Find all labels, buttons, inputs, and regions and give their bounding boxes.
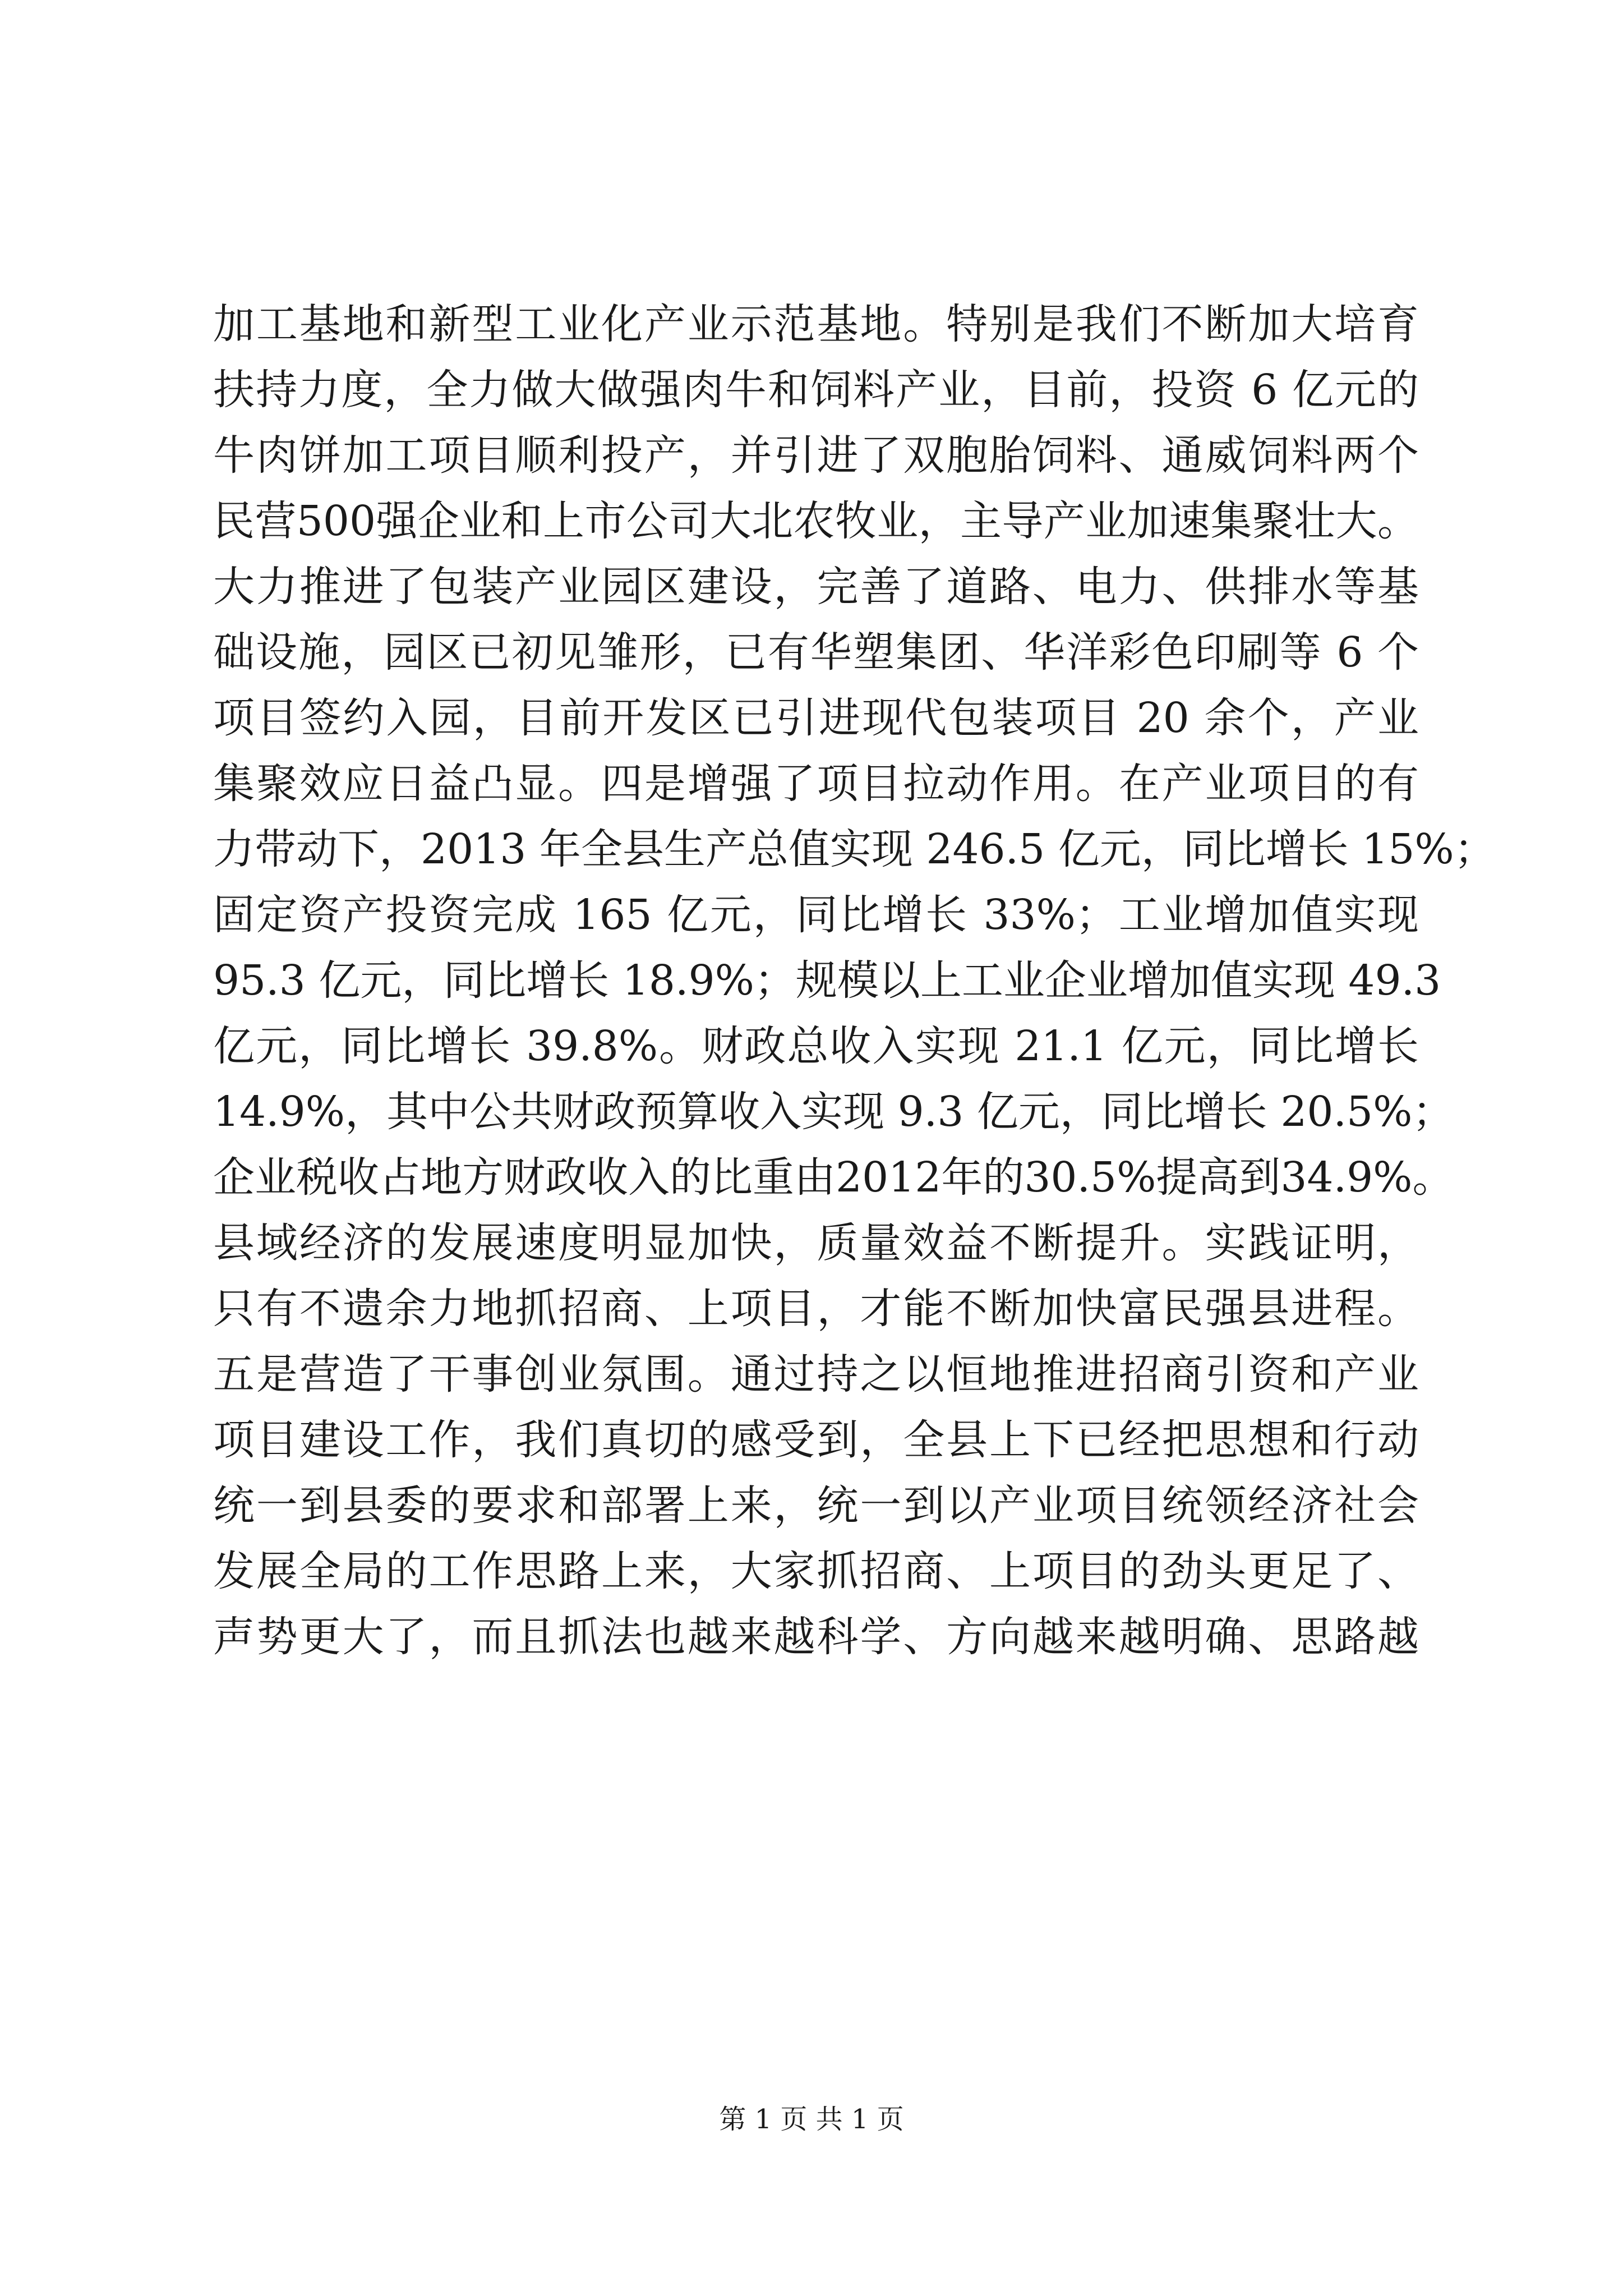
text-line: 集聚效应日益凸显。四是增强了项目拉动作用。在产业项目的有 bbox=[213, 760, 1419, 808]
body-text bbox=[213, 292, 1496, 1670]
text-line: 力带动下，2013 年全县生产总值实现 246.5 亿元，同比增长 15%； bbox=[213, 825, 1496, 873]
text-line: 只有不遗余力地抓招商、上项目，才能不断加快富民强县进程。 bbox=[213, 1285, 1419, 1333]
text-line: 企业税收占地方财政收入的比重由2012年的30.5%提高到34.9%。 bbox=[213, 1153, 1454, 1202]
text-line: 14.9%，其中公共财政预算收入实现 9.3 亿元，同比增长 20.5%； bbox=[213, 1088, 1454, 1136]
page-footer: 第 1 页 共 1 页 bbox=[719, 2104, 904, 2135]
text-line: 牛肉饼加工项目顺利投产，并引进了双胞胎饲料、通威饲料两个 bbox=[213, 431, 1419, 480]
text-line: 大力推进了包装产业园区建设，完善了道路、电力、供排水等基 bbox=[213, 563, 1419, 611]
text-line: 五是营造了干事创业氛围。通过持之以恒地推进招商引资和产业 bbox=[213, 1350, 1419, 1398]
text-line: 95.3 亿元，同比增长 18.9%；规模以上工业企业增加值实现 49.3 bbox=[213, 956, 1441, 1005]
text-line: 项目签约入园，目前开发区已引进现代包装项目 20 余个，产业 bbox=[213, 694, 1419, 742]
text-line: 县域经济的发展速度明显加快，质量效益不断提升。实践证明， bbox=[213, 1219, 1419, 1267]
text-line: 加工基地和新型工业化产业示范基地。特别是我们不断加大培育 bbox=[213, 300, 1419, 348]
text-line: 础设施，园区已初见雏形，已有华塑集团、华洋彩色印刷等 6 个 bbox=[213, 628, 1419, 677]
text-line: 固定资产投资完成 165 亿元，同比增长 33%；工业增加值实现 bbox=[213, 891, 1419, 939]
text-line: 亿元，同比增长 39.8%。财政总收入实现 21.1 亿元，同比增长 bbox=[213, 1022, 1419, 1070]
text-line: 发展全局的工作思路上来，大家抓招商、上项目的劲头更足了、 bbox=[213, 1547, 1419, 1595]
text-line: 民营500强企业和上市公司大北农牧业，主导产业加速集聚壮大。 bbox=[213, 497, 1419, 545]
text-line: 声势更大了，而且抓法也越来越科学、方向越来越明确、思路越 bbox=[213, 1613, 1419, 1661]
text-line: 扶持力度，全力做大做强肉牛和饲料产业，目前，投资 6 亿元的 bbox=[213, 366, 1419, 414]
text-line: 统一到县委的要求和部署上来，统一到以产业项目统领经济社会 bbox=[213, 1481, 1419, 1530]
text-line: 项目建设工作，我们真切的感受到，全县上下已经把思想和行动 bbox=[213, 1416, 1419, 1464]
